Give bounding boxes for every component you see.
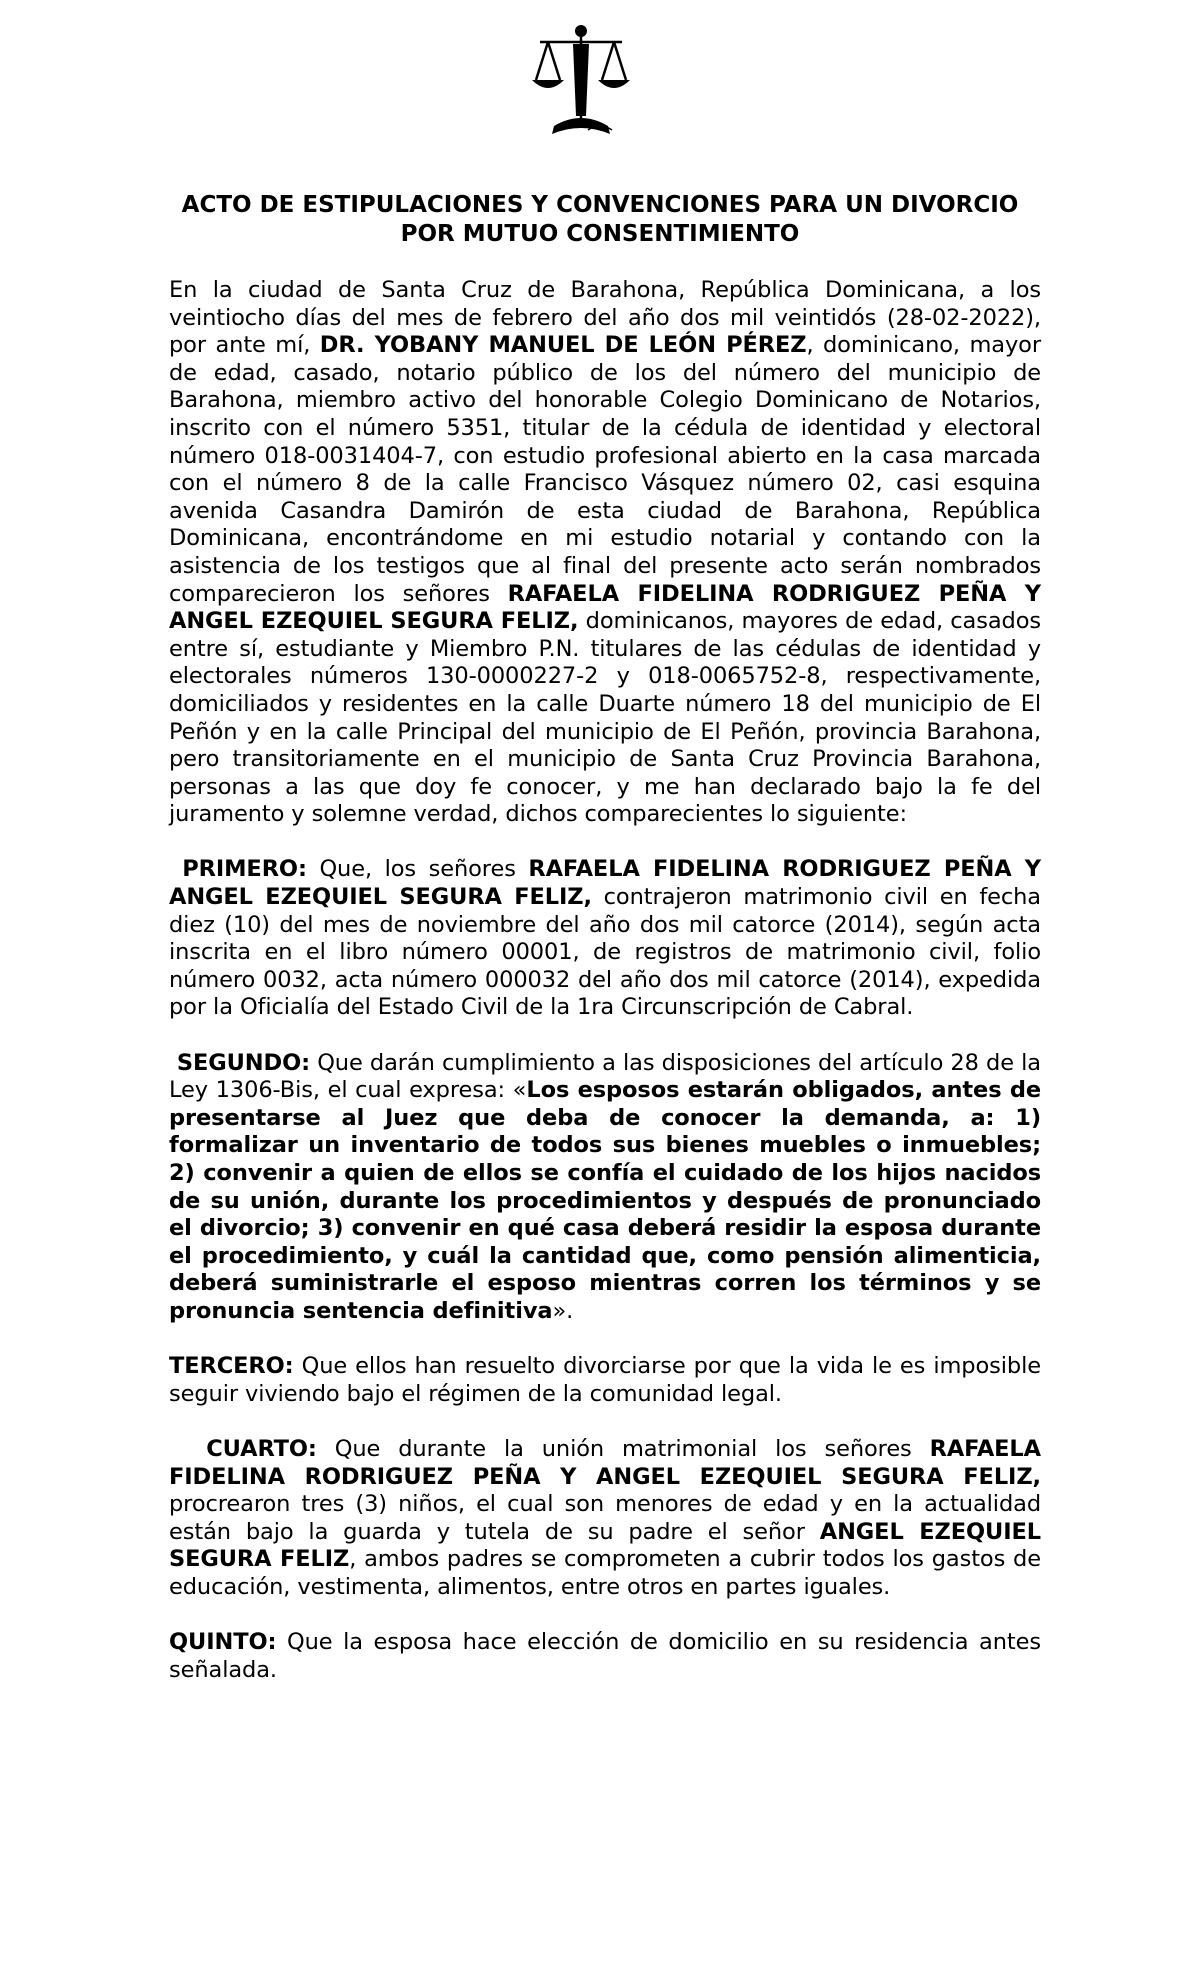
quinto-paragraph <box>169 1629 1041 1684</box>
title-line-1: ACTO DE ESTIPULACIONES Y CONVENCIONES PARA UN DIVORCIO <box>181 192 1019 218</box>
primero-label: PRIMERO: <box>169 856 307 883</box>
intro-text-1: En la ciudad de Santa Cruz de Barahona, República Dominicana, a los veintiocho días del mes de febrero del año dos mil veintidós (28-02-2022), por ante mí, <box>169 277 1041 359</box>
quinto-text-1: Que la esposa hace elección de domicilio en su residencia antes señalada. <box>169 1629 1041 1683</box>
title-line-2: POR MUTUO CONSENTIMIENTO <box>400 221 800 247</box>
father-name: ANGEL EZEQUIEL SEGURA FELIZ <box>169 1518 1041 1573</box>
segundo-text-1: Que darán cumplimiento a las disposiciones del artículo 28 de la Ley 1306-Bis, el cual expresa: « <box>169 1049 1041 1104</box>
scales-of-justice-icon <box>528 22 634 144</box>
parties-names: RAFAELA FIDELINA RODRIGUEZ PEÑA Y ANGEL EZEQUIEL SEGURA FELIZ, <box>169 580 1041 635</box>
primero-text-1: Que, los señores <box>306 856 529 883</box>
cuarto-paragraph <box>169 1436 1041 1602</box>
segundo-text-2: ». <box>552 1297 574 1324</box>
intro-text-2: , dominicano, mayor de edad, casado, notario público de los del número del municipio de Barahona, miembro activo del honorable Colegio Dominicano de Notarios, inscrito con el número 5351, titular de la cédula de identidad y electoral número 018-0031404-7, con estudio profesional abierto en la casa marcada con el número 8 de la calle Francisco Vásquez número 02, casi esquina avenida Casandra Damirón de esta ciudad de Barahona, República Dominicana, encontrándome en mi estudio notarial y contando con la asistencia de los testigos que al final del presente acto serán nombrados comparecieron los señores <box>169 332 1041 607</box>
document-title <box>160 191 1040 249</box>
intro-paragraph <box>169 277 1041 829</box>
segundo-paragraph <box>169 1050 1041 1326</box>
document-body <box>169 277 1041 1712</box>
primero-text-2: contrajeron matrimonio civil en fecha diez (10) del mes de noviembre del año dos mil catorce (2014), según acta inscrita en el libro número 00001, de registros de matrimonio civil, folio número 0032, acta número 000032 del año dos mil catorce (2014), expedida por la Oficialía del Estado Civil de la 1ra Circunscripción de Cabral. <box>169 884 1041 1021</box>
cuarto-label: CUARTO: <box>169 1435 317 1462</box>
tercero-label: TERCERO: <box>169 1353 294 1380</box>
segundo-quote: Los esposos estarán obligados, antes de presentarse al Juez que deba de conocer la demanda, a: 1) formalizar un inventario de todos sus bienes muebles o inmuebles; 2) convenir a quien de ellos se confía el cuidado de los hijos nacidos de su unión, durante los procedimientos y después de pronunciado el divorcio; 3) convenir en qué casa deberá residir la esposa durante el procedimiento, y cuál la cantidad que, como pensión alimenticia, deberá suministrarle el esposo mientras corren los términos y se pronuncia sentencia definitiva <box>169 1077 1042 1324</box>
primero-parties: RAFAELA FIDELINA RODRIGUEZ PEÑA Y ANGEL EZEQUIEL SEGURA FELIZ, <box>169 856 1041 911</box>
quinto-label: QUINTO: <box>169 1629 277 1656</box>
primero-paragraph <box>169 856 1041 1022</box>
intro-text-3: dominicanos, mayores de edad, casados entre sí, estudiante y Miembro P.N. titulares de las cédulas de identidad y electorales números 130-0000227-2 y 018-0065752-8, respectivamente, domiciliados y residentes en la calle Duarte número 18 del municipio de El Peñón y en la calle Principal del municipio de El Peñón, provincia Barahona, pero transitoriamente en el municipio de Santa Cruz Provincia Barahona, personas a las que doy fe conocer, y me han declarado bajo la fe del juramento y solemne verdad, dichos comparecientes lo siguiente: <box>169 608 1041 828</box>
cuarto-text-1: Que durante la unión matrimonial los señores <box>316 1435 930 1462</box>
tercero-text-1: Que ellos han resuelto divorciarse por que la vida le es imposible seguir viviendo bajo el régimen de la comunidad legal. <box>169 1353 1041 1407</box>
cuarto-text-2: procrearon tres (3) niños, el cual son menores de edad y en la actualidad están bajo la guarda y tutela de su padre el señor <box>169 1491 1041 1545</box>
segundo-label: SEGUNDO: <box>169 1049 311 1076</box>
tercero-paragraph <box>169 1353 1041 1408</box>
cuarto-parties: RAFAELA FIDELINA RODRIGUEZ PEÑA Y ANGEL EZEQUIEL SEGURA FELIZ, <box>169 1435 1041 1490</box>
notary-name: DR. YOBANY MANUEL DE LEÓN PÉREZ <box>319 332 807 359</box>
cuarto-text-3: , ambos padres se comprometen a cubrir todos los gastos de educación, vestimenta, alimentos, entre otros en partes iguales. <box>169 1546 1041 1600</box>
